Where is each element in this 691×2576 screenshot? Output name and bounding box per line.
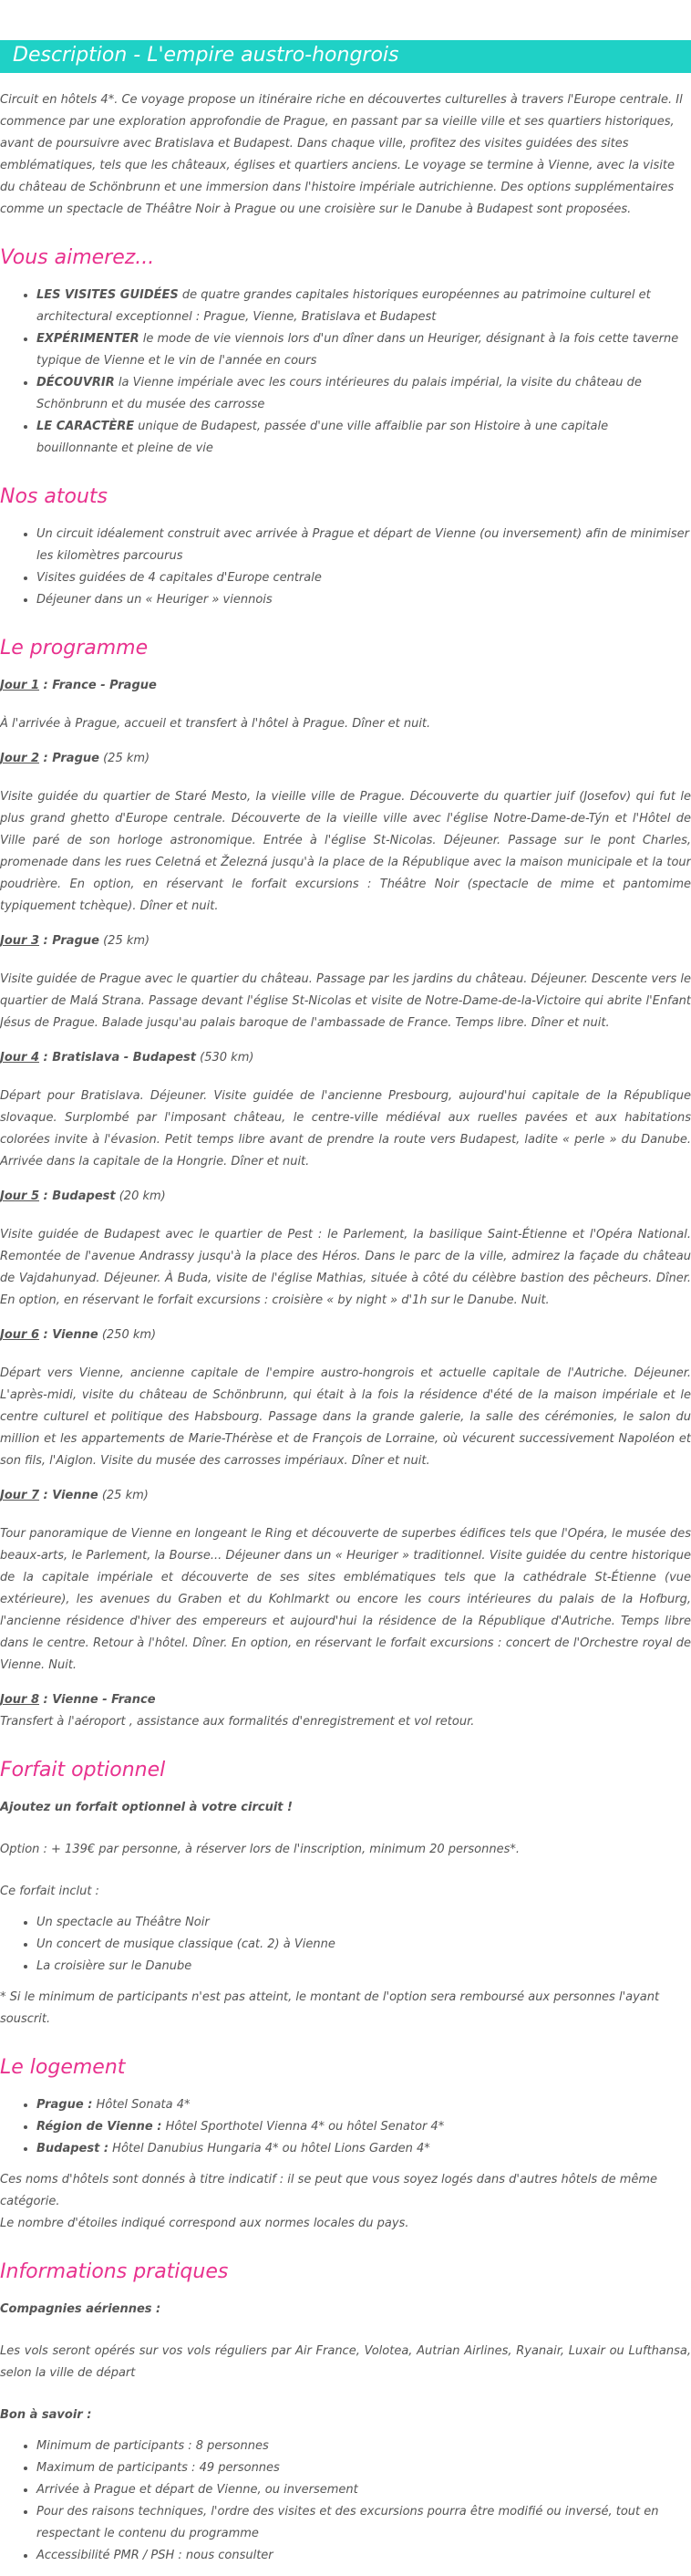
list-item: • DÉCOUVRIR la Vienne impériale avec les cours intérieures du palais impérial, la visite du château de Schönbrunn et du musée des carrosse — [36, 372, 691, 416]
day-text: Transfert à l'aéroport , assistance aux formalités d'enregistrement et vol retour. — [0, 1715, 475, 1729]
day-block — [0, 1324, 691, 1472]
day-title: Jour 8 : Vienne - France — [0, 1693, 156, 1707]
atouts-list — [0, 524, 691, 611]
section-heading-forfait: Forfait optionnel — [0, 1759, 166, 1781]
list-item: • Déjeuner dans un « Heuriger » viennois — [36, 589, 691, 611]
section-heading-infos: Informations pratiques — [0, 2260, 229, 2283]
list-item: • Visites guidées de 4 capitales d'Europe centrale — [36, 567, 691, 589]
day-title: Jour 1 : France - Prague — [0, 679, 157, 692]
forfait-inclut: Ce forfait inclut : — [0, 1885, 99, 1898]
section-heading-vous-aimerez: Vous aimerez... — [0, 246, 155, 269]
infos-list — [0, 2436, 691, 2567]
intro-paragraph: Circuit en hôtels 4*. Ce voyage propose un itinéraire riche en découvertes culturelles à travers l'Europe centrale. Il commence par une exploration approfondie de Prague, en passant par sa vieille ville et ses quartiers historiques, avant de poursuivre avec Bratislava et Budapest. Dans chaque ville, profitez des visites guidées des sites emblématiques, tels que les châteaux, églises et quartiers anciens. Le voyage se termine à Vienne, avec la visite du château de Schönbrunn et une immersion dans l'histoire impériale autrichienne. Des options supplémentaires comme un spectacle de Théâtre Noir à Prague ou une croisière sur le Danube à Budapest sont proposées. — [0, 93, 683, 216]
vous-aimerez-list — [0, 285, 691, 460]
day-text: Visite guidée de Prague avec le quartier du château. Passage par les jardins du château. Déjeuner. Descente vers le quartier de Malá Strana. Passage devant l'église St-Nicolas et visite de Notre-Dame-de-la-Victoire qui abrite l'Enfant Jésus de Prague. Balade jusqu'au palais baroque de l'ambassade de France. Temps libre. Dîner et nuit. — [0, 972, 691, 1030]
section-heading-logement: Le logement — [0, 2056, 126, 2079]
forfait-note: * Si le minimum de participants n'est pas atteint, le montant de l'option sera remboursé aux personnes l'ayant souscrit. — [0, 1990, 660, 2026]
day-title: Jour 3 : Prague (25 km) — [0, 934, 150, 948]
list-item: • LES VISITES GUIDÉES de quatre grandes capitales historiques européennes au patrimoine culturel et architectural exceptionnel : Prague, Vienne, Bratislava et Budapest — [36, 285, 691, 328]
day-text: Départ pour Bratislava. Déjeuner. Visite guidée de l'ancienne Presbourg, aujourd'hui capitale de la République slovaque. Surplombé par l'imposant château, le centre-ville médiéval aux ruelles pavées et aux habitations colorées invite à l'évasion. Petit temps libre avant de prendre la route vers Budapest, ladite « perle » du Danube. Arrivée dans la capitale de la Hongrie. Dîner et nuit. — [0, 1089, 691, 1169]
list-item: • Région de Vienne : Hôtel Sporthotel Vienna 4* ou hôtel Senator 4* — [36, 2116, 691, 2138]
day-text: Départ vers Vienne, ancienne capitale de l'empire austro-hongrois et actuelle capitale de l'Autriche. Déjeuner. L'après-midi, visite du château de Schönbrunn, qui était à la fois la résidence d'été de la maison impériale et le centre culturel et politique des Habsbourg. Passage dans la grande galerie, la salle des cérémonies, le salon du million et les appartements de Marie-Thérèse et de François de Lorraine, où vécurent successivement Napoléon et son fils, l'Aiglon. Visite du musée des carrosses impériaux. Dîner et nuit. — [0, 1366, 691, 1468]
day-title: Jour 2 : Prague (25 km) — [0, 752, 150, 765]
list-item: • Pour des raisons techniques, l'ordre des visites et des excursions pourra être modifié ou inversé, tout en respectant le contenu du programme — [36, 2501, 691, 2545]
bon-a-savoir-label: Bon à savoir : — [0, 2408, 92, 2422]
list-item: • La croisière sur le Danube — [36, 1956, 691, 1978]
day-title: Jour 6 : Vienne (250 km) — [0, 1328, 157, 1342]
list-item: • Un circuit idéalement construit avec arrivée à Prague et départ de Vienne (ou inversement) afin de minimiser les kilomètres parcourus — [36, 524, 691, 567]
day-text: Visite guidée du quartier de Staré Mesto, la vieille ville de Prague. Découverte du quartier juif (Josefov) qui fut le plus grand ghetto d'Europe centrale. Découverte de la vieille ville avec l'église Notre-Dame-de-Týn et l'Hôtel de Ville paré de son horloge astronomique. Entrée à l'église St-Nicolas. Déjeuner. Passage sur le pont Charles, promenade dans les rues Celetná et Železná jusqu'à la place de la République avec la maison municipale et la tour poudrière. En option, en réservant le forfait excursions : Théâtre Noir (spectacle de mime et pantomime typiquement tchèque). Dîner et nuit. — [0, 790, 691, 913]
banner-title: Description - L'empire austro-hongrois — [13, 44, 399, 67]
day-block — [0, 1689, 691, 1733]
day-text: Visite guidée de Budapest avec le quartier de Pest : le Parlement, la basilique Saint-Étienne et l'Opéra National. Remontée de l'avenue Andrassy jusqu'à la place des Héros. Dans le parc de la ville, admirez la façade du château de Vajdahunyad. Déjeuner. À Buda, visite de l'église Mathias, située à côté du célèbre bastion des pêcheurs. Dîner. En option, en réservant le forfait excursions : croisière « by night » d'1h sur le Danube. Nuit. — [0, 1228, 691, 1307]
list-item: • Accessibilité PMR / PSH : nous consulter — [36, 2545, 691, 2567]
list-item: • Minimum de participants : 8 personnes — [36, 2436, 691, 2457]
forfait-option: Option : + 139€ par personne, à réserver lors de l'inscription, minimum 20 personnes*. — [0, 1843, 520, 1856]
list-item: • Budapest : Hôtel Danubius Hungaria 4* ou hôtel Lions Garden 4* — [36, 2138, 691, 2160]
day-block — [0, 675, 691, 735]
logement-note-1: Ces noms d'hôtels sont donnés à titre indicatif : il se peut que vous soyez logés dans d'autres hôtels de même catégorie. — [0, 2173, 658, 2208]
day-text: Tour panoramique de Vienne en longeant le Ring et découverte de superbes édifices tels que l'Opéra, le musée des beaux-arts, le Parlement, la Bourse... Déjeuner dans un « Heuriger » traditionnel. Visite guidée du centre historique de la capitale impériale et découverte de ses sites emblématiques tels que la cathédrale St-Étienne (vue extérieure), les avenues du Graben et du Kohlmarkt ou encore les cours intérieures du palais de la Hofburg, l'ancienne résidence d'hiver des empereurs et aujourd'hui la résidence de la République d'Autriche. Temps libre dans le centre. Retour à l'hôtel. Dîner. En option, en réservant le forfait excursions : concert de l'Orchestre royal de Vienne. Nuit. — [0, 1527, 691, 1672]
day-block — [0, 748, 691, 918]
logement-list — [0, 2094, 691, 2160]
description-banner — [0, 40, 691, 73]
day-title: Jour 5 : Budapest (20 km) — [0, 1189, 166, 1203]
day-block — [0, 1186, 691, 1312]
section-heading-atouts: Nos atouts — [0, 485, 108, 508]
logement-note-2: Le nombre d'étoiles indiqué correspond aux normes locales du pays. — [0, 2217, 409, 2230]
section-heading-programme: Le programme — [0, 637, 149, 660]
day-text: À l'arrivée à Prague, accueil et transfert à l'hôtel à Prague. Dîner et nuit. — [0, 717, 431, 731]
day-block — [0, 930, 691, 1034]
day-title: Jour 7 : Vienne (25 km) — [0, 1489, 149, 1502]
forfait-lead: Ajoutez un forfait optionnel à votre circuit ! — [0, 1801, 293, 1814]
list-item: • Prague : Hôtel Sonata 4* — [36, 2094, 691, 2116]
list-item: • LE CARACTÈRE unique de Budapest, passée d'une ville affaiblie par son Histoire à une capitale bouillonnante et pleine de vie — [36, 416, 691, 460]
list-item: • EXPÉRIMENTER le mode de vie viennois lors d'un dîner dans un Heuriger, désignant à la fois cette taverne typique de Vienne et le vin de l'année en cours — [36, 328, 691, 372]
compagnies-label: Compagnies aériennes : — [0, 2302, 161, 2316]
day-block — [0, 1485, 691, 1677]
list-item: • Maximum de participants : 49 personnes — [36, 2457, 691, 2479]
list-item: • Arrivée à Prague et départ de Vienne, ou inversement — [36, 2479, 691, 2501]
day-block — [0, 1047, 691, 1173]
day-title: Jour 4 : Bratislava - Budapest (530 km) — [0, 1051, 254, 1065]
forfait-list — [0, 1912, 691, 1978]
list-item: • Un spectacle au Théâtre Noir — [36, 1912, 691, 1934]
list-item: • Un concert de musique classique (cat. 2) à Vienne — [36, 1934, 691, 1956]
compagnies-text: Les vols seront opérés sur vos vols réguliers par Air France, Volotea, Autrian Airlines, Ryanair, Luxair ou Lufthansa, selon la ville de départ — [0, 2344, 691, 2380]
